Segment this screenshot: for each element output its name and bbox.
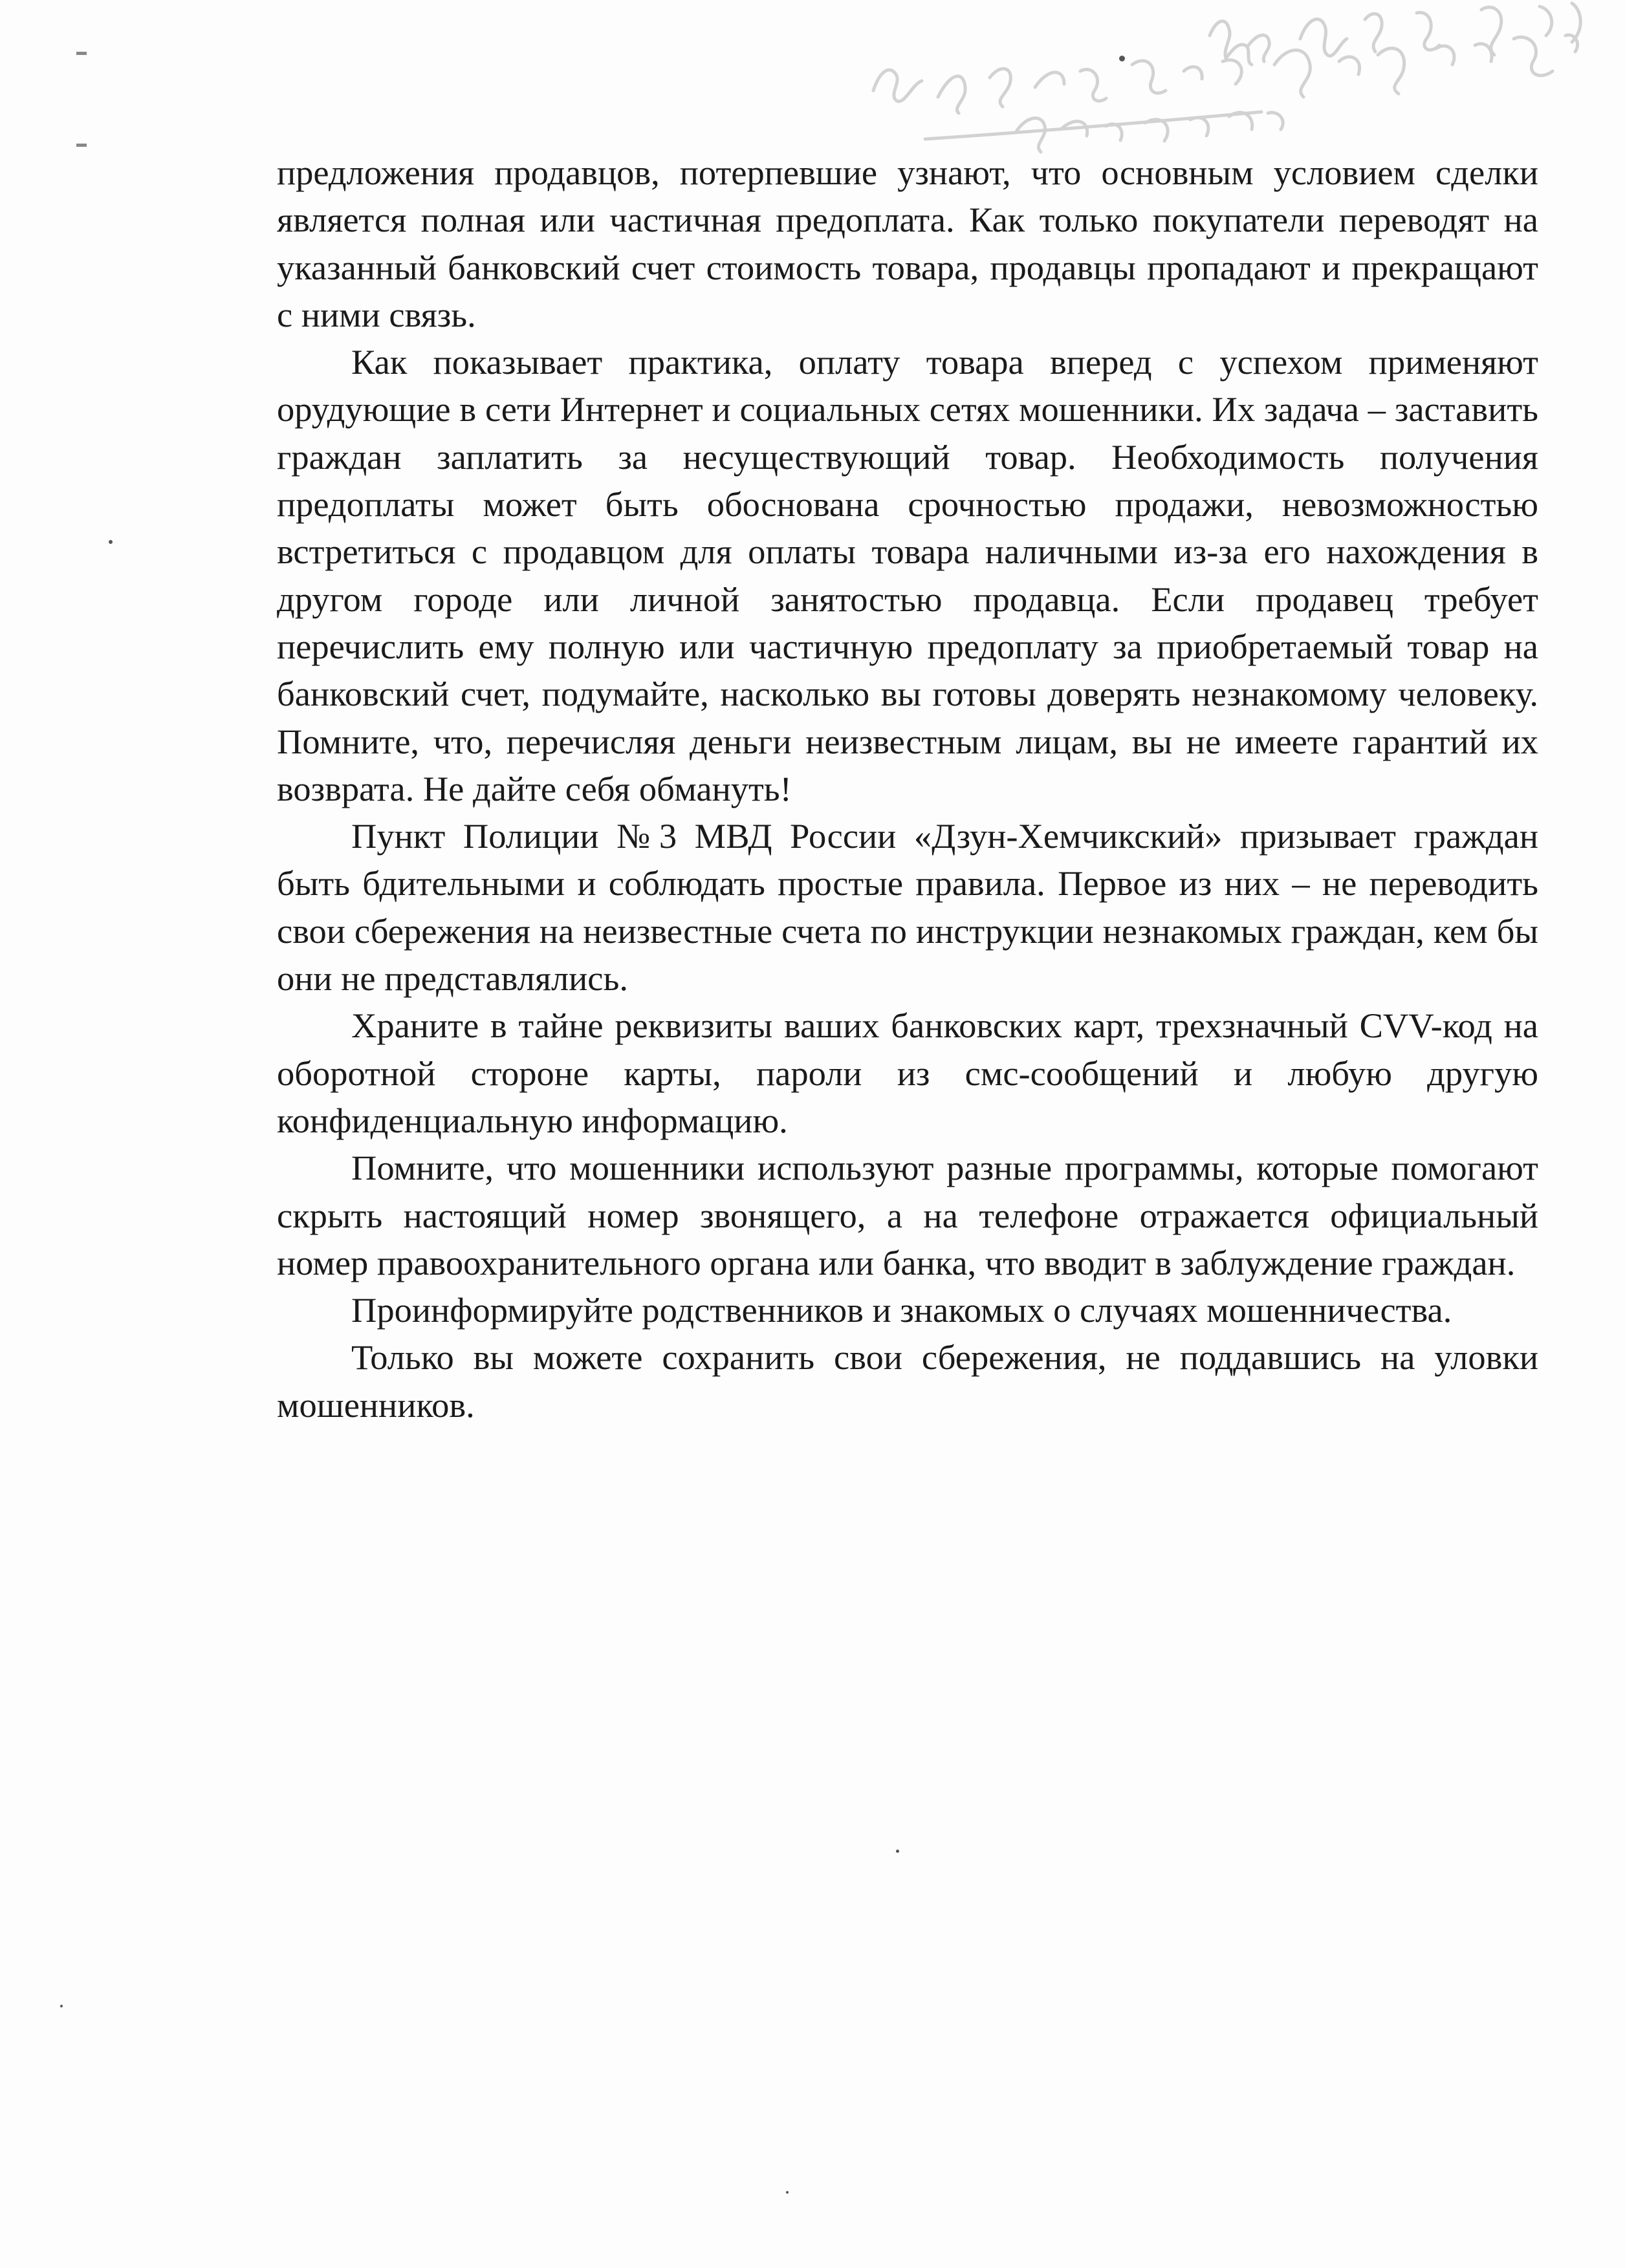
document-body — [277, 149, 1538, 1429]
faded-handwritten-note — [796, 0, 1617, 168]
paragraph-continuation: предложения продавцов, потерпевшие узнают, что основным условием сделки является полная или частичная предоплата. Как только покупатели переводят на указанный банковский счет стоимость товара, продавцы пропадают и прекращают с ними связь. — [277, 153, 1538, 334]
paragraph-prepayment-practice: Как показывает практика, оплату товара вперед с успехом применяют орудующие в сети Интернет и социальных сетях мошенники. Их задача – заставить граждан заплатить за несуществующий товар. Необходимость получения предоплаты может быть обоснована срочностью продажи, невозможностью встретиться с продавцом для оплаты товара наличными из-за его нахождения в другом городе или личной занятостью продавца. Если продавец требует перечислить ему полную или частичную предоплату за приобретаемый товар на банковский счет, подумайте, насколько вы готовы доверять незнакомому человеку. Помните, что, перечисляя деньги неизвестным лицам, вы не имеете гарантий их возврата. Не дайте себя обмануть! — [277, 342, 1538, 808]
scan-speck — [60, 2005, 63, 2007]
scan-speck — [109, 540, 113, 544]
scan-speck — [1119, 56, 1125, 61]
scan-speck — [896, 1850, 899, 1853]
paragraph-caller-spoofing: Помните, что мошенники используют разные программы, которые помогают скрыть настоящий номер звонящего, а на телефоне отражается официальный номер правоохранительного органа или банка, что вводит в заблуждение граждан. — [277, 1148, 1538, 1282]
scan-edge-mark — [76, 52, 87, 55]
scan-speck — [786, 2191, 789, 2194]
scan-edge-mark — [76, 144, 87, 147]
paragraph-card-details: Храните в тайне реквизиты ваших банковских карт, трехзначный CVV-код на оборотной стороне карты, пароли из смс-сообщений и любую другую конфиденциальную информацию. — [277, 1006, 1538, 1140]
paragraph-closing: Только вы можете сохранить свои сбережения, не поддавшись на уловки мошенников. — [277, 1337, 1538, 1425]
paragraph-police-appeal: Пункт Полиции №3 МВД России «Дзун-Хемчикский» призывает граждан быть бдительными и соблюдать простые правила. Первое из них – не переводить свои сбережения на неизвестные счета по инструкции незнакомых граждан, кем бы они не представлялись. — [277, 816, 1538, 999]
paragraph-inform-relatives: Проинформируйте родственников и знакомых о случаях мошенничества. — [351, 1290, 1452, 1330]
